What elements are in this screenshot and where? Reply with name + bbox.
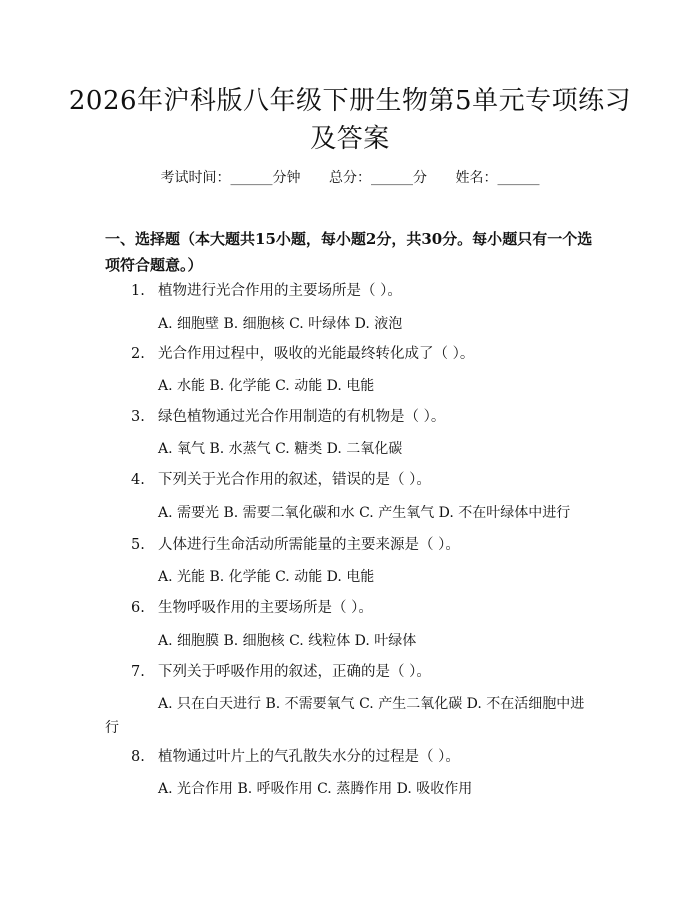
exam-info xyxy=(0,168,700,188)
question-6 xyxy=(105,597,595,619)
question-8-options: A. 光合作用 B. 呼吸作用 C. 蒸腾作用 D. 吸收作用 xyxy=(158,781,473,797)
question-text: 绿色植物通过光合作用制造的有机物是（ ）。 xyxy=(158,409,446,425)
question-text: 下列关于光合作用的叙述，错误的是（ ）。 xyxy=(158,472,431,488)
question-text: 光合作用过程中，吸收的光能最终转化成了（ ）。 xyxy=(158,346,475,362)
exam-total-score: 总分：______分 xyxy=(329,170,427,186)
question-7 xyxy=(105,661,595,683)
question-number: 2. xyxy=(131,346,145,362)
exam-time: 考试时间：______分钟 xyxy=(160,170,301,186)
question-number: 4. xyxy=(131,472,145,488)
question-1-options: A. 细胞壁 B. 细胞核 C. 叶绿体 D. 液泡 xyxy=(158,316,403,332)
section-heading: 一、选择题（本大题共15小题，每小题2分，共30分。每小题只有一个选项符合题意。） xyxy=(105,230,593,274)
question-8 xyxy=(105,746,595,768)
student-name: 姓名：______ xyxy=(455,170,540,186)
question-3 xyxy=(105,406,595,428)
question-4 xyxy=(105,469,595,491)
question-1 xyxy=(105,280,595,302)
question-number: 7. xyxy=(131,664,145,680)
question-number: 1. xyxy=(131,283,145,299)
question-5 xyxy=(105,534,595,556)
question-text: 植物进行光合作用的主要场所是（ ）。 xyxy=(158,283,402,299)
question-3-options: A. 氧气 B. 水蒸气 C. 糖类 D. 二氧化碳 xyxy=(158,441,403,457)
question-text: 植物通过叶片上的气孔散失水分的过程是（ ）。 xyxy=(158,749,460,765)
question-text: 下列关于呼吸作用的叙述，正确的是（ ）。 xyxy=(158,664,431,680)
question-4-options: A. 需要光 B. 需要二氧化碳和水 C. 产生氧气 D. 不在叶绿体中进行 xyxy=(158,505,571,521)
question-7-options: A. 只在白天进行 B. 不需要氧气 C. 产生二氧化碳 D. 不在活细胞中进行 xyxy=(105,696,585,736)
question-5-options: A. 光能 B. 化学能 C. 动能 D. 电能 xyxy=(158,569,375,585)
question-text: 生物呼吸作用的主要场所是（ ）。 xyxy=(158,600,373,616)
question-2-options: A. 水能 B. 化学能 C. 动能 D. 电能 xyxy=(158,378,375,394)
question-6-options: A. 细胞膜 B. 细胞核 C. 线粒体 D. 叶绿体 xyxy=(158,633,417,649)
question-2 xyxy=(105,343,595,365)
question-number: 6. xyxy=(131,600,145,616)
question-number: 5. xyxy=(131,537,145,553)
question-text: 人体进行生命活动所需能量的主要来源是（ ）。 xyxy=(158,537,460,553)
question-number: 8. xyxy=(131,749,145,765)
question-number: 3. xyxy=(131,409,145,425)
document-title: 2026年沪科版八年级下册生物第5单元专项练习及答案 xyxy=(68,86,632,154)
